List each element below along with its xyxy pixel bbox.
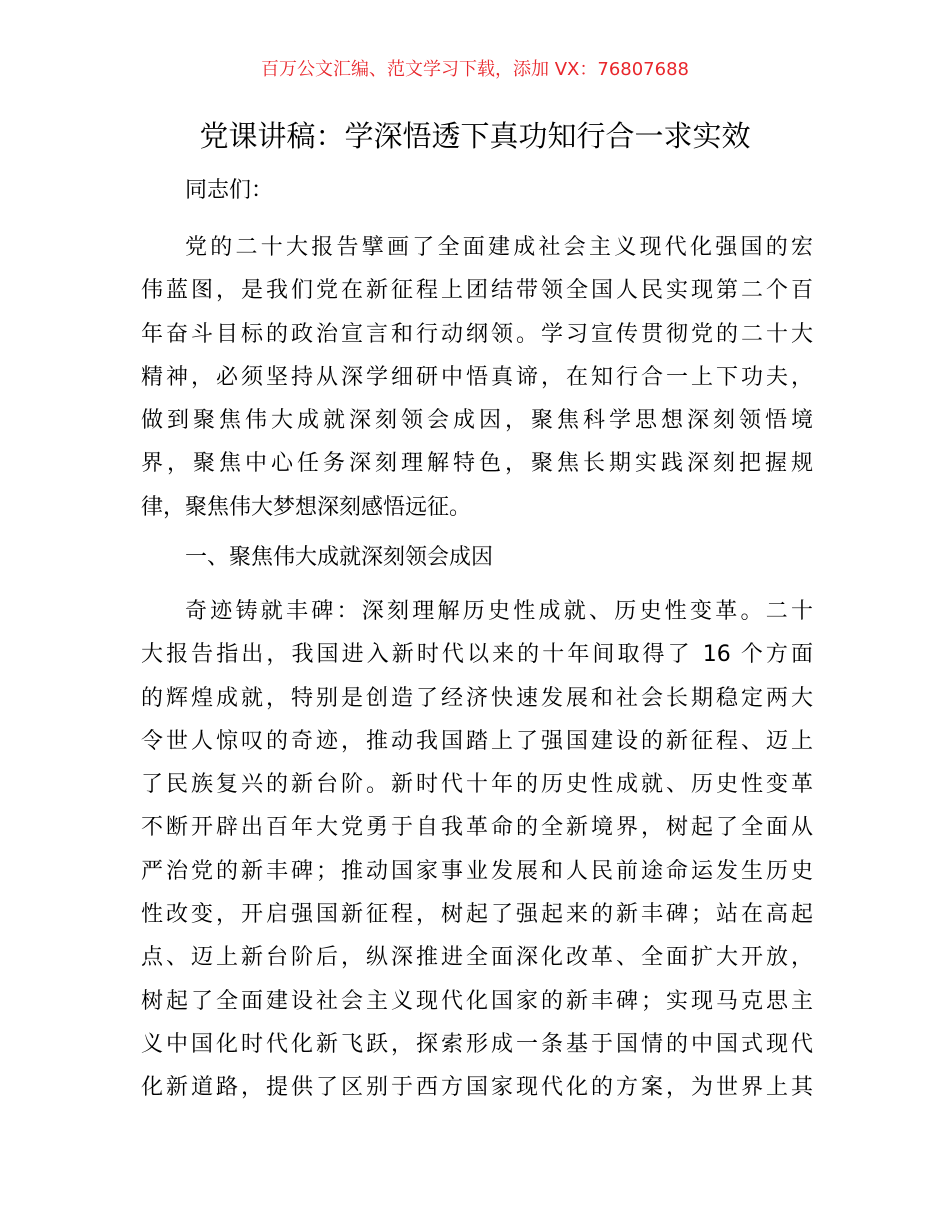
paragraph-line: 严治党的新丰碑；推动国家事业发展和人民前途命运发生历史 — [141, 858, 813, 884]
paragraph-line: 党的二十大报告擘画了全面建成社会主义现代化强国的宏 — [185, 235, 813, 260]
paragraph-line: 义中国化时代化新飞跃，探索形成一条基于国情的中国式现代 — [141, 1031, 813, 1057]
paragraph-line: 点、迈上新台阶后，纵深推进全面深化改革、全面扩大开放， — [141, 945, 813, 971]
paragraph-line: 律，聚焦伟大梦想深刻感悟远征。 — [141, 494, 472, 520]
paragraph-line: 性改变，开启强国新征程，树起了强起来的新丰碑；站在高起 — [141, 902, 813, 928]
paragraph-section-one — [141, 590, 813, 1110]
paragraph-line: 了民族复兴的新台阶。新时代十年的历史性成就、历史性变革 — [141, 772, 813, 798]
paragraph-line: 不断开辟出百年大党勇于自我革命的全新境界，树起了全面从 — [141, 815, 813, 841]
paragraph-line: 树起了全面建设社会主义现代化国家的新丰碑；实现马克思主 — [141, 988, 813, 1014]
paragraph-line: 做到聚焦伟大成就深刻领会成因，聚焦科学思想深刻领悟境 — [141, 408, 813, 434]
paragraph-line: 化新道路，提供了区别于西方国家现代化的方案，为世界上其 — [141, 1075, 813, 1101]
page-title: 党课讲稿：学深悟透下真功知行合一求实效 — [199, 119, 751, 153]
paragraph-line: 精神，必须坚持从深学细研中悟真谛，在知行合一上下功夫， — [141, 364, 813, 390]
paragraph-line: 界，聚焦中心任务深刻理解特色，聚焦长期实践深刻把握规 — [141, 451, 813, 477]
section-heading — [141, 536, 813, 579]
section-heading-text: 一、聚焦伟大成就深刻领会成因 — [185, 545, 494, 570]
paragraph-line: 年奋斗目标的政治宣言和行动纲领。学习宣传贯彻党的二十大 — [141, 321, 813, 347]
salutation-text: 同志们： — [185, 178, 274, 203]
paragraph-line: 奇迹铸就丰碑：深刻理解历史性成就、历史性变革。二十 — [185, 599, 813, 624]
paragraph-intro — [141, 226, 813, 529]
watermark-header: 百万公文汇编、范文学习下载，添加 VX：76807688 — [261, 59, 689, 80]
paragraph-line: 的辉煌成就，特别是创造了经济快速发展和社会长期稳定两大 — [141, 685, 813, 711]
paragraph-line: 大报告指出，我国进入新时代以来的十年间取得了 16 个方面 — [141, 642, 813, 668]
paragraph-line: 伟蓝图，是我们党在新征程上团结带领全国人民实现第二个百 — [141, 278, 813, 304]
salutation — [141, 169, 813, 212]
paragraph-line: 令世人惊叹的奇迹，推动我国踏上了强国建设的新征程、迈上 — [141, 728, 813, 754]
